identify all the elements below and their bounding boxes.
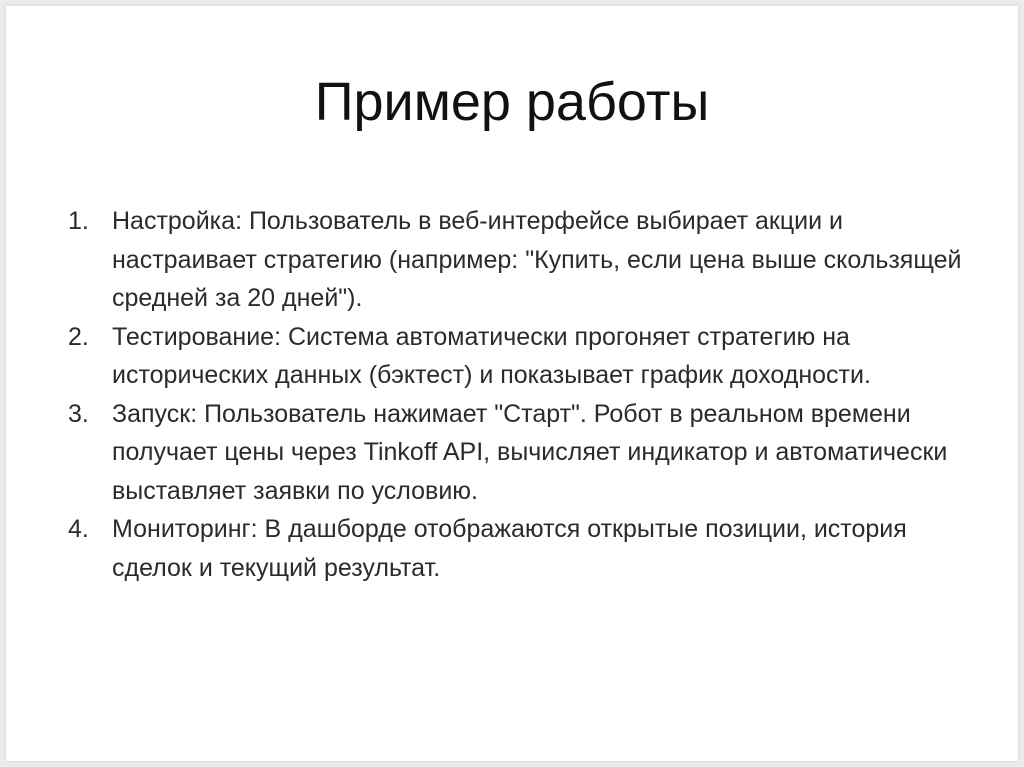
list-item-text: Мониторинг: В дашборде отображаются открытые позиции, история сделок и текущий результат. [112, 515, 907, 582]
list-item-number: 2. [68, 322, 89, 351]
list-item-text: Настройка: Пользователь в веб-интерфейсе выбирает акции и настраивает стратегию (например: "Купить, если цена выше скользящей средней за 20 дней"). [112, 207, 962, 312]
list-item-monitoring [68, 510, 968, 587]
numbered-list [68, 202, 968, 587]
slide [6, 6, 1018, 761]
list-item-testing [68, 318, 968, 395]
list-item-text: Запуск: Пользователь нажимает "Старт". Робот в реальном времени получает цены через Tinkoff API, вычисляет индикатор и автоматически выставляет заявки по условию. [112, 399, 948, 505]
list-item-setup [68, 202, 968, 318]
list-item-launch [68, 395, 968, 511]
list-item-number: 1. [68, 207, 89, 235]
list-item-text: Тестирование: Система автоматически прогоняет стратегию на исторических данных (бэктест) и показывает график доходности. [112, 322, 871, 389]
list-item-number: 4. [68, 515, 89, 543]
slide-title: Пример работы [314, 72, 710, 132]
list-item-number: 3. [68, 399, 89, 428]
